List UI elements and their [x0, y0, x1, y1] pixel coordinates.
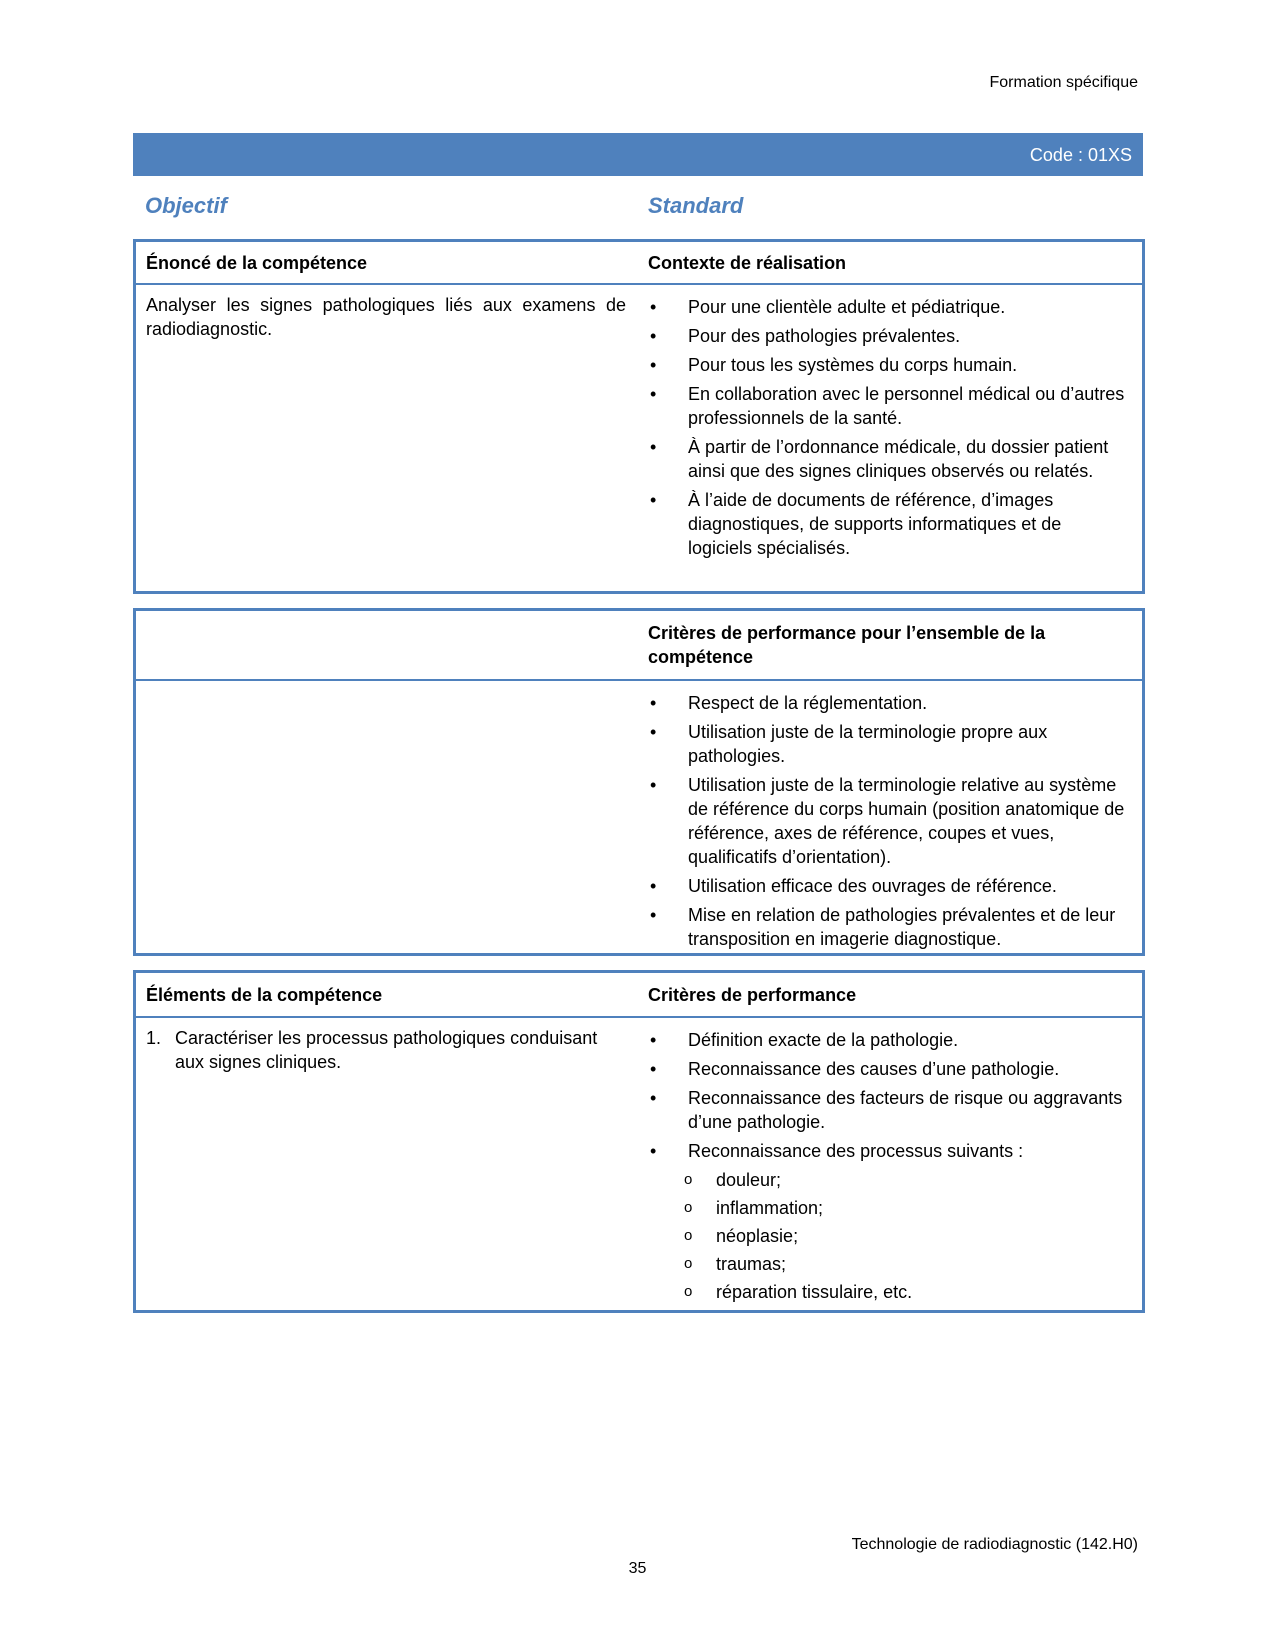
contexte-heading: Contexte de réalisation	[648, 253, 847, 273]
elements-box	[133, 970, 1145, 1313]
objectif-title: Objectif	[145, 193, 227, 218]
code-bar	[133, 133, 1143, 176]
list-item: • Pour une clientèle adulte et pédiatrique.	[648, 295, 1128, 319]
sub-list-item: o réparation tissulaire, etc.	[682, 1280, 1128, 1304]
box-header	[136, 973, 1142, 1018]
list-item: • Reconnaissance des facteurs de risque ou aggravants d’une pathologie.	[648, 1086, 1128, 1134]
list-item: • Pour tous les systèmes du corps humain.	[648, 353, 1128, 377]
sub-list-item: o douleur;	[682, 1168, 1128, 1192]
criteria-list	[648, 691, 1128, 956]
element-item	[146, 1026, 626, 1074]
list-item: • À l’aide de documents de référence, d’images diagnostiques, de supports informatiques et de logiciels spécialisés.	[648, 488, 1128, 560]
list-item: • Pour des pathologies prévalentes.	[648, 324, 1128, 348]
elements-heading: Éléments de la compétence	[146, 985, 383, 1005]
list-item: • Mise en relation de pathologies prévalentes et de leur transposition en imagerie diagnostique.	[648, 903, 1128, 951]
section-header: Formation spécifique	[989, 74, 1138, 91]
criteria-column	[648, 1028, 1128, 1308]
list-item: • Utilisation juste de la terminologie propre aux pathologies.	[648, 720, 1128, 768]
program-footer: Technologie de radiodiagnostic (142.H0)	[851, 1536, 1138, 1553]
list-item: • Reconnaissance des processus suivants :	[648, 1139, 1128, 1163]
sub-list-item: o inflammation;	[682, 1196, 1128, 1220]
list-item: • Reconnaissance des causes d’une pathologie.	[648, 1057, 1128, 1081]
element-number: 1.	[146, 1028, 162, 1048]
sub-list-item: o néoplasie;	[682, 1224, 1128, 1248]
element-text: Caractériser les processus pathologiques conduisant aux signes cliniques.	[175, 1028, 598, 1072]
list-item: • En collaboration avec le personnel médical ou d’autres professionnels de la santé.	[648, 382, 1128, 430]
box-header	[136, 242, 1142, 285]
page-number: 35	[628, 1560, 647, 1577]
enonce-text: Analyser les signes pathologiques liés aux examens de radiodiagnostic.	[146, 295, 626, 339]
sub-list-item: o traumas;	[682, 1252, 1128, 1276]
list-item: • Utilisation efficace des ouvrages de référence.	[648, 874, 1128, 898]
criteria-list	[648, 1028, 1128, 1163]
criteres-heading: Critères de performance	[648, 985, 857, 1005]
list-item: • À partir de l’ordonnance médicale, du dossier patient ainsi que des signes cliniques observés ou relatés.	[648, 435, 1128, 483]
list-item: • Définition exacte de la pathologie.	[648, 1028, 1128, 1052]
processus-sublist	[648, 1168, 1128, 1304]
competency-code: Code : 01XS	[1029, 145, 1132, 165]
list-item: • Utilisation juste de la terminologie relative au système de référence du corps humain (position anatomique de référence, axes de référence, coupes et vues, qualificatifs d’orientation).	[648, 773, 1128, 869]
enonce-heading: Énoncé de la compétence	[146, 253, 368, 273]
criteres-ensemble-heading: Critères de performance pour l’ensemble de la compétence	[648, 623, 1046, 667]
standard-title: Standard	[648, 193, 744, 218]
competency-statement-box	[133, 239, 1145, 594]
list-item: • Respect de la réglementation.	[648, 691, 1128, 715]
performance-criteria-box	[133, 608, 1145, 956]
box-header	[136, 611, 1142, 681]
contexte-list	[648, 295, 1128, 565]
